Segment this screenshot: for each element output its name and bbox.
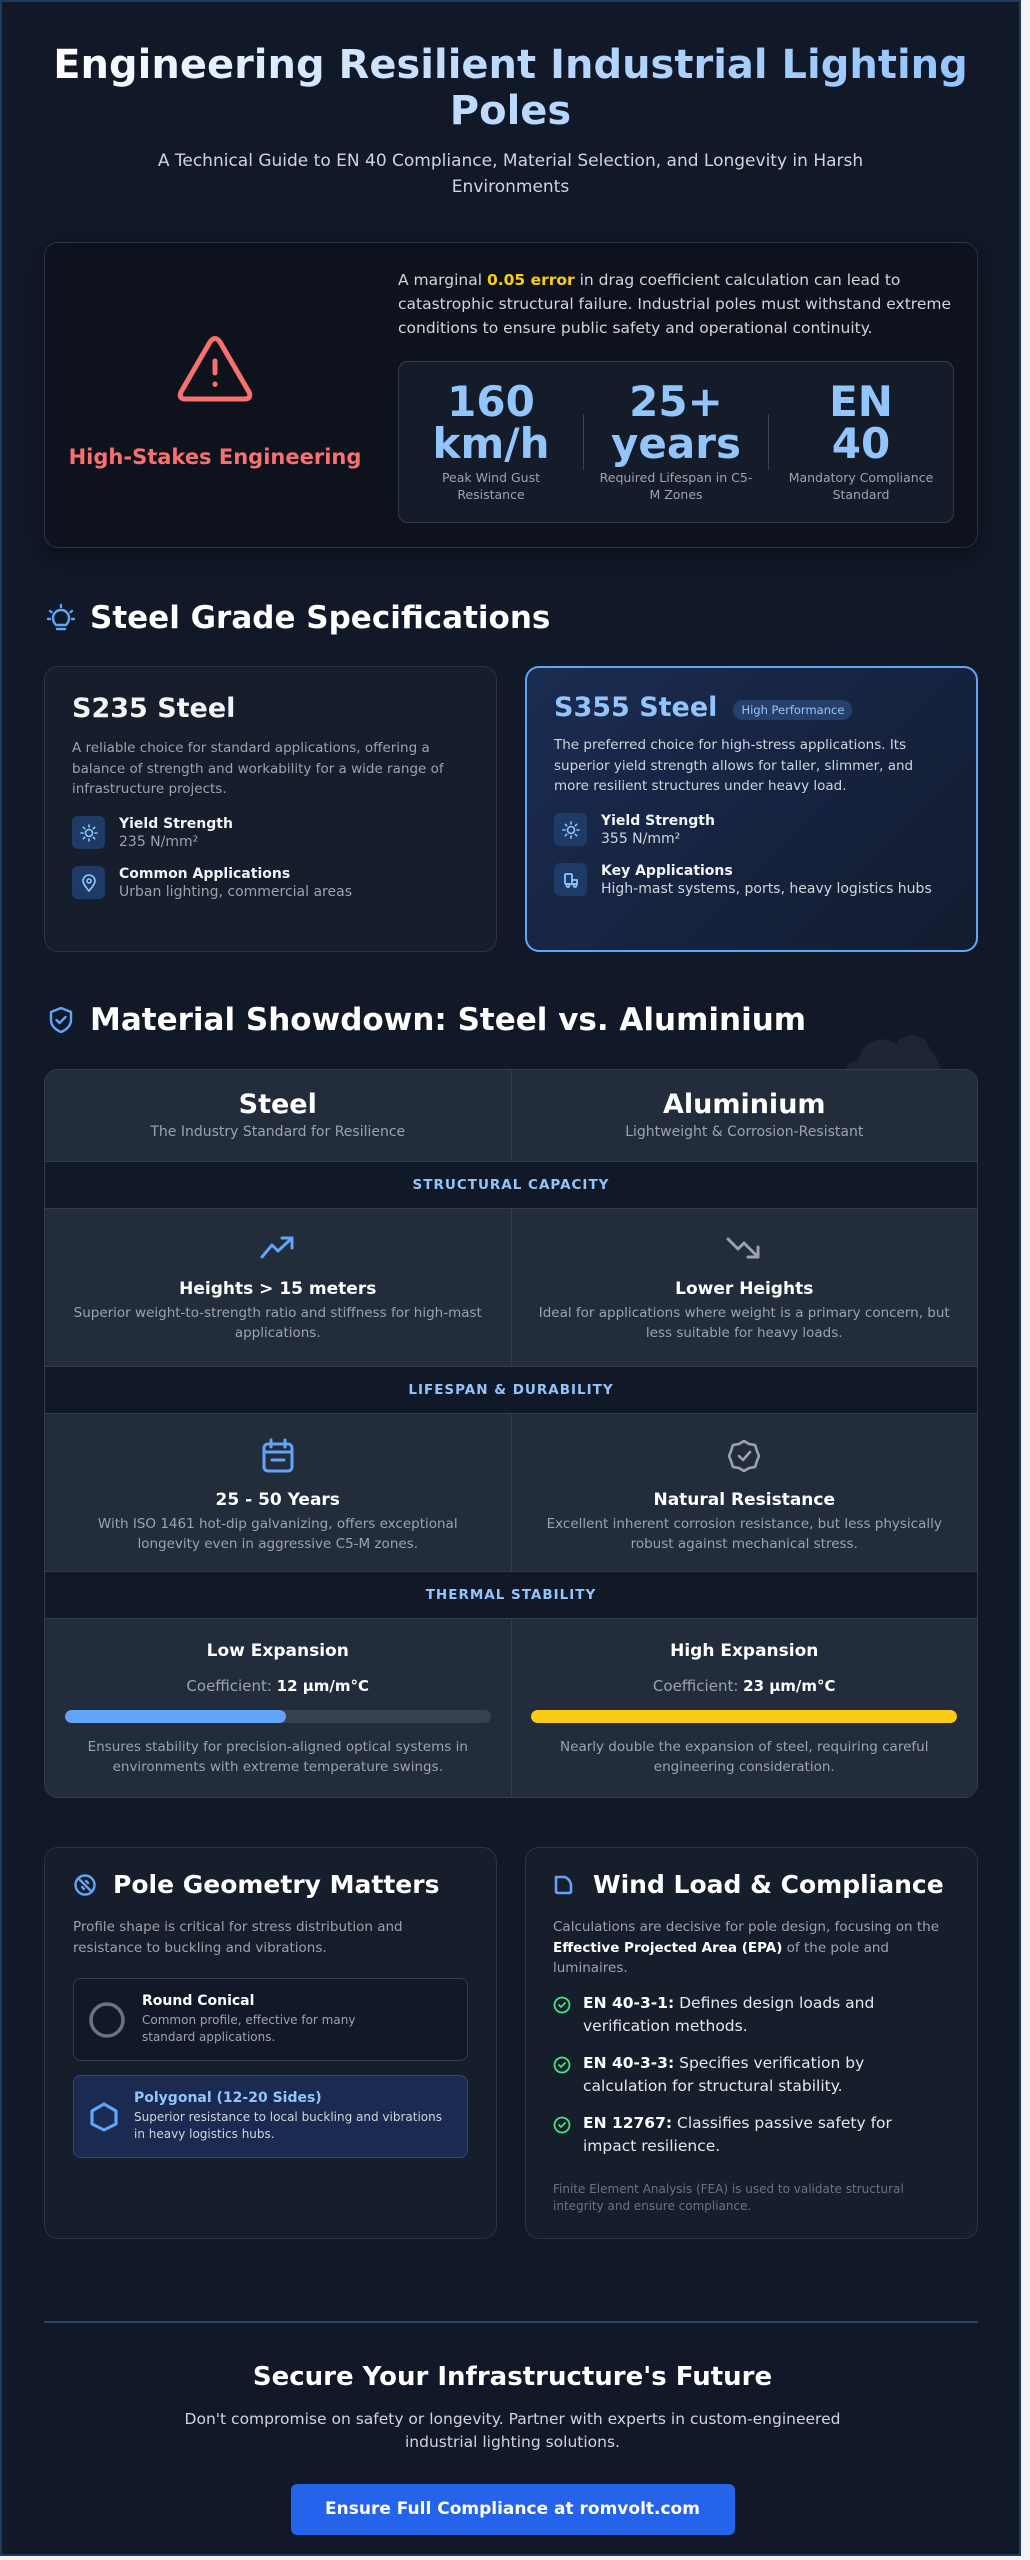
section-label-lifespan: LIFESPAN & DURABILITY [45, 1366, 977, 1414]
grade-title: S235 Steel [72, 693, 236, 724]
section-title: Material Showdown: Steel vs. Aluminium [90, 1002, 807, 1038]
hero-label: High-Stakes Engineering [68, 445, 362, 469]
cta-text: Don't compromise on safety or longevity. Partner with experts in custom-engineered industrial lighting solutions. [184, 2410, 841, 2451]
stat-value: 160 km/h [432, 377, 550, 468]
steel-grades-heading [46, 600, 550, 636]
page-subtitle: A Technical Guide to EN 40 Compliance, Material Selection, and Longevity in Harsh Environments [157, 151, 864, 197]
section-title: Steel Grade Specifications [90, 600, 551, 636]
hero-card [44, 242, 978, 548]
table-row-thermal [45, 1619, 977, 1798]
comparison-table [44, 1069, 978, 1798]
location-pin-icon [72, 866, 105, 899]
cell-description: Ideal for applications where weight is a primary concern, but less suitable for heavy loads. [538, 1305, 950, 1341]
cell-aluminium-structural [512, 1209, 978, 1366]
cell-steel-thermal [45, 1619, 512, 1798]
shield-check-icon [46, 1005, 76, 1035]
option-title: Round Conical [142, 1993, 255, 2009]
card-title: Pole Geometry Matters [113, 1870, 440, 1899]
cell-description: Excellent inherent corrosion resistance, but less physically robust against mechanical stress. [546, 1516, 942, 1552]
bar-fill [65, 1710, 287, 1723]
showdown-heading [46, 1002, 806, 1038]
lightbulb-icon [46, 603, 76, 633]
truck-icon [554, 863, 587, 896]
standard-item: EN 12767: Classifies passive safety for impact resilience. [553, 2112, 950, 2159]
cell-title: Natural Resistance [653, 1490, 836, 1510]
wind-description: Calculations are decisive for pole design, focusing on the Effective Projected Area (EPA) of the pole and luminaires. [553, 1919, 940, 1976]
feature-applications [554, 863, 949, 897]
hexagon-icon [88, 2101, 120, 2133]
hero-description [398, 268, 958, 340]
grade-description: The preferred choice for high-stress applications. Its superior yield strength allows for taller, slimmer, and more resilient structures under heavy load. [554, 737, 914, 794]
stat-value: EN 40 [829, 377, 893, 468]
geometry-card [44, 1847, 497, 2239]
coefficient: Coefficient: 23 µm/m°C [652, 1677, 836, 1695]
geometry-description: Profile shape is critical for stress distribution and resistance to buckling and vibrations. [73, 1919, 403, 1956]
option-description: Common profile, effective for many standard applications. [142, 2013, 356, 2044]
cta-heading: Secure Your Infrastructure's Future [252, 2362, 773, 2392]
cell-steel-structural [45, 1209, 512, 1366]
strength-icon [72, 816, 105, 849]
expansion-bar-steel [65, 1710, 491, 1723]
option-description: Superior resistance to local buckling and vibrations in heavy logistics hubs. [134, 2110, 443, 2141]
stat-label: Peak Wind Gust Resistance [441, 470, 541, 502]
page-title: Engineering Resilient Industrial Lighting Poles [51, 42, 971, 134]
strength-icon [554, 813, 587, 846]
cell-description: Ensures stability for precision-aligned optical systems in environments with extreme temperature swings. [87, 1739, 468, 1775]
table-header-row [45, 1070, 977, 1161]
wind-icon [553, 1874, 573, 1896]
cta-section [2, 2362, 1021, 2535]
column-subtitle: The Industry Standard for Resilience [150, 1124, 406, 1140]
standards-list [553, 1992, 950, 2159]
table-row-structural [45, 1209, 977, 1366]
column-name: Steel [238, 1089, 317, 1120]
expansion-bar-aluminium [531, 1710, 957, 1723]
section-divider [44, 2321, 978, 2323]
geometry-heading [73, 1870, 468, 1899]
column-header-steel [45, 1070, 512, 1161]
trending-up-icon [260, 1235, 296, 1261]
coefficient: Coefficient: 12 µm/m°C [186, 1677, 370, 1695]
cell-title: Lower Heights [675, 1279, 814, 1299]
stat-wind [399, 377, 583, 503]
wind-heading [553, 1870, 950, 1899]
feature-yield-strength [72, 816, 469, 850]
stat-value: 25+ years [611, 377, 741, 468]
geometry-option-round[interactable] [73, 1978, 468, 2061]
stat-lifespan [584, 377, 768, 503]
grade-card-s355 [525, 666, 978, 952]
column-header-aluminium [512, 1070, 978, 1161]
calendar-icon [261, 1438, 295, 1474]
cell-description: Nearly double the expansion of steel, requiring careful engineering consideration. [560, 1739, 929, 1775]
column-subtitle: Lightweight & Corrosion-Resistant [625, 1124, 864, 1140]
feature-title: Key Applications [601, 862, 733, 879]
feature-applications [72, 866, 469, 900]
feature-value: High-mast systems, ports, heavy logistics hubs [601, 880, 932, 897]
feature-value: 355 N/mm² [601, 830, 681, 847]
section-label-structural: STRUCTURAL CAPACITY [45, 1161, 977, 1209]
section-label-thermal: THERMAL STABILITY [45, 1571, 977, 1619]
grade-card-s235 [44, 666, 497, 952]
stat-label: Required Lifespan in C5-M Zones [599, 470, 753, 502]
compliance-cta-button[interactable]: Ensure Full Compliance at romvolt.com [291, 2484, 735, 2535]
stat-standard [769, 377, 953, 503]
grade-title: S355 Steel [554, 692, 718, 723]
cell-title: High Expansion [670, 1641, 819, 1661]
feature-title: Common Applications [119, 865, 291, 882]
hero-left [45, 243, 385, 547]
option-title: Polygonal (12-20 Sides) [134, 2090, 322, 2106]
geometry-option-polygonal[interactable] [73, 2075, 468, 2158]
cell-title: Low Expansion [206, 1641, 349, 1661]
feature-title: Yield Strength [601, 812, 715, 829]
cell-aluminium-thermal [512, 1619, 978, 1798]
standard-item: EN 40-3-1: Defines design loads and verification methods. [553, 1992, 950, 2039]
cell-description: With ISO 1461 hot-dip galvanizing, offers exceptional longevity even in aggressive C5-M zones. [97, 1516, 458, 1552]
high-performance-badge: High Performance [733, 700, 852, 720]
trending-down-icon [726, 1235, 762, 1261]
geometry-icon [73, 1873, 97, 1897]
stats-panel [398, 361, 954, 523]
grade-description: A reliable choice for standard applications, offering a balance of strength and workability for a wide range of infrastructure projects. [72, 740, 444, 797]
check-circle-icon [553, 2056, 571, 2074]
feature-value: Urban lighting, commercial areas [119, 883, 352, 900]
stat-label: Mandatory Compliance Standard [788, 470, 934, 502]
hero-highlight: 0.05 error [486, 271, 575, 289]
standard-item: EN 40-3-3: Specifies verification by calculation for structural stability. [553, 2052, 950, 2099]
cell-steel-lifespan [45, 1414, 512, 1571]
hero-text-part: in drag coefficient calculation can lead to catastrophic structural failure. Industrial poles must withstand extreme conditions to ensure public safety and operational continuity. [398, 271, 952, 337]
warning-triangle-icon [177, 335, 253, 403]
bar-fill [531, 1710, 957, 1723]
card-title: Wind Load & Compliance [593, 1870, 944, 1899]
check-circle-icon [553, 1996, 571, 2014]
cell-title: 25 - 50 Years [215, 1490, 340, 1510]
badge-check-icon [726, 1438, 762, 1474]
cell-title: Heights > 15 meters [179, 1279, 377, 1299]
page-header [2, 2, 1019, 200]
feature-value: 235 N/mm² [119, 833, 199, 850]
feature-yield-strength [554, 813, 949, 847]
hero-text-part: A marginal [398, 271, 487, 289]
check-circle-icon [553, 2116, 571, 2134]
fea-footnote: Finite Element Analysis (FEA) is used to validate structural integrity and ensure compliance. [553, 2181, 904, 2213]
column-name: Aluminium [662, 1089, 826, 1120]
wind-load-card [525, 1847, 978, 2239]
cell-aluminium-lifespan [512, 1414, 978, 1571]
cell-description: Superior weight-to-strength ratio and stiffness for high-mast applications. [73, 1305, 482, 1341]
table-row-lifespan [45, 1414, 977, 1571]
circle-icon [88, 2001, 126, 2039]
feature-title: Yield Strength [119, 815, 233, 832]
